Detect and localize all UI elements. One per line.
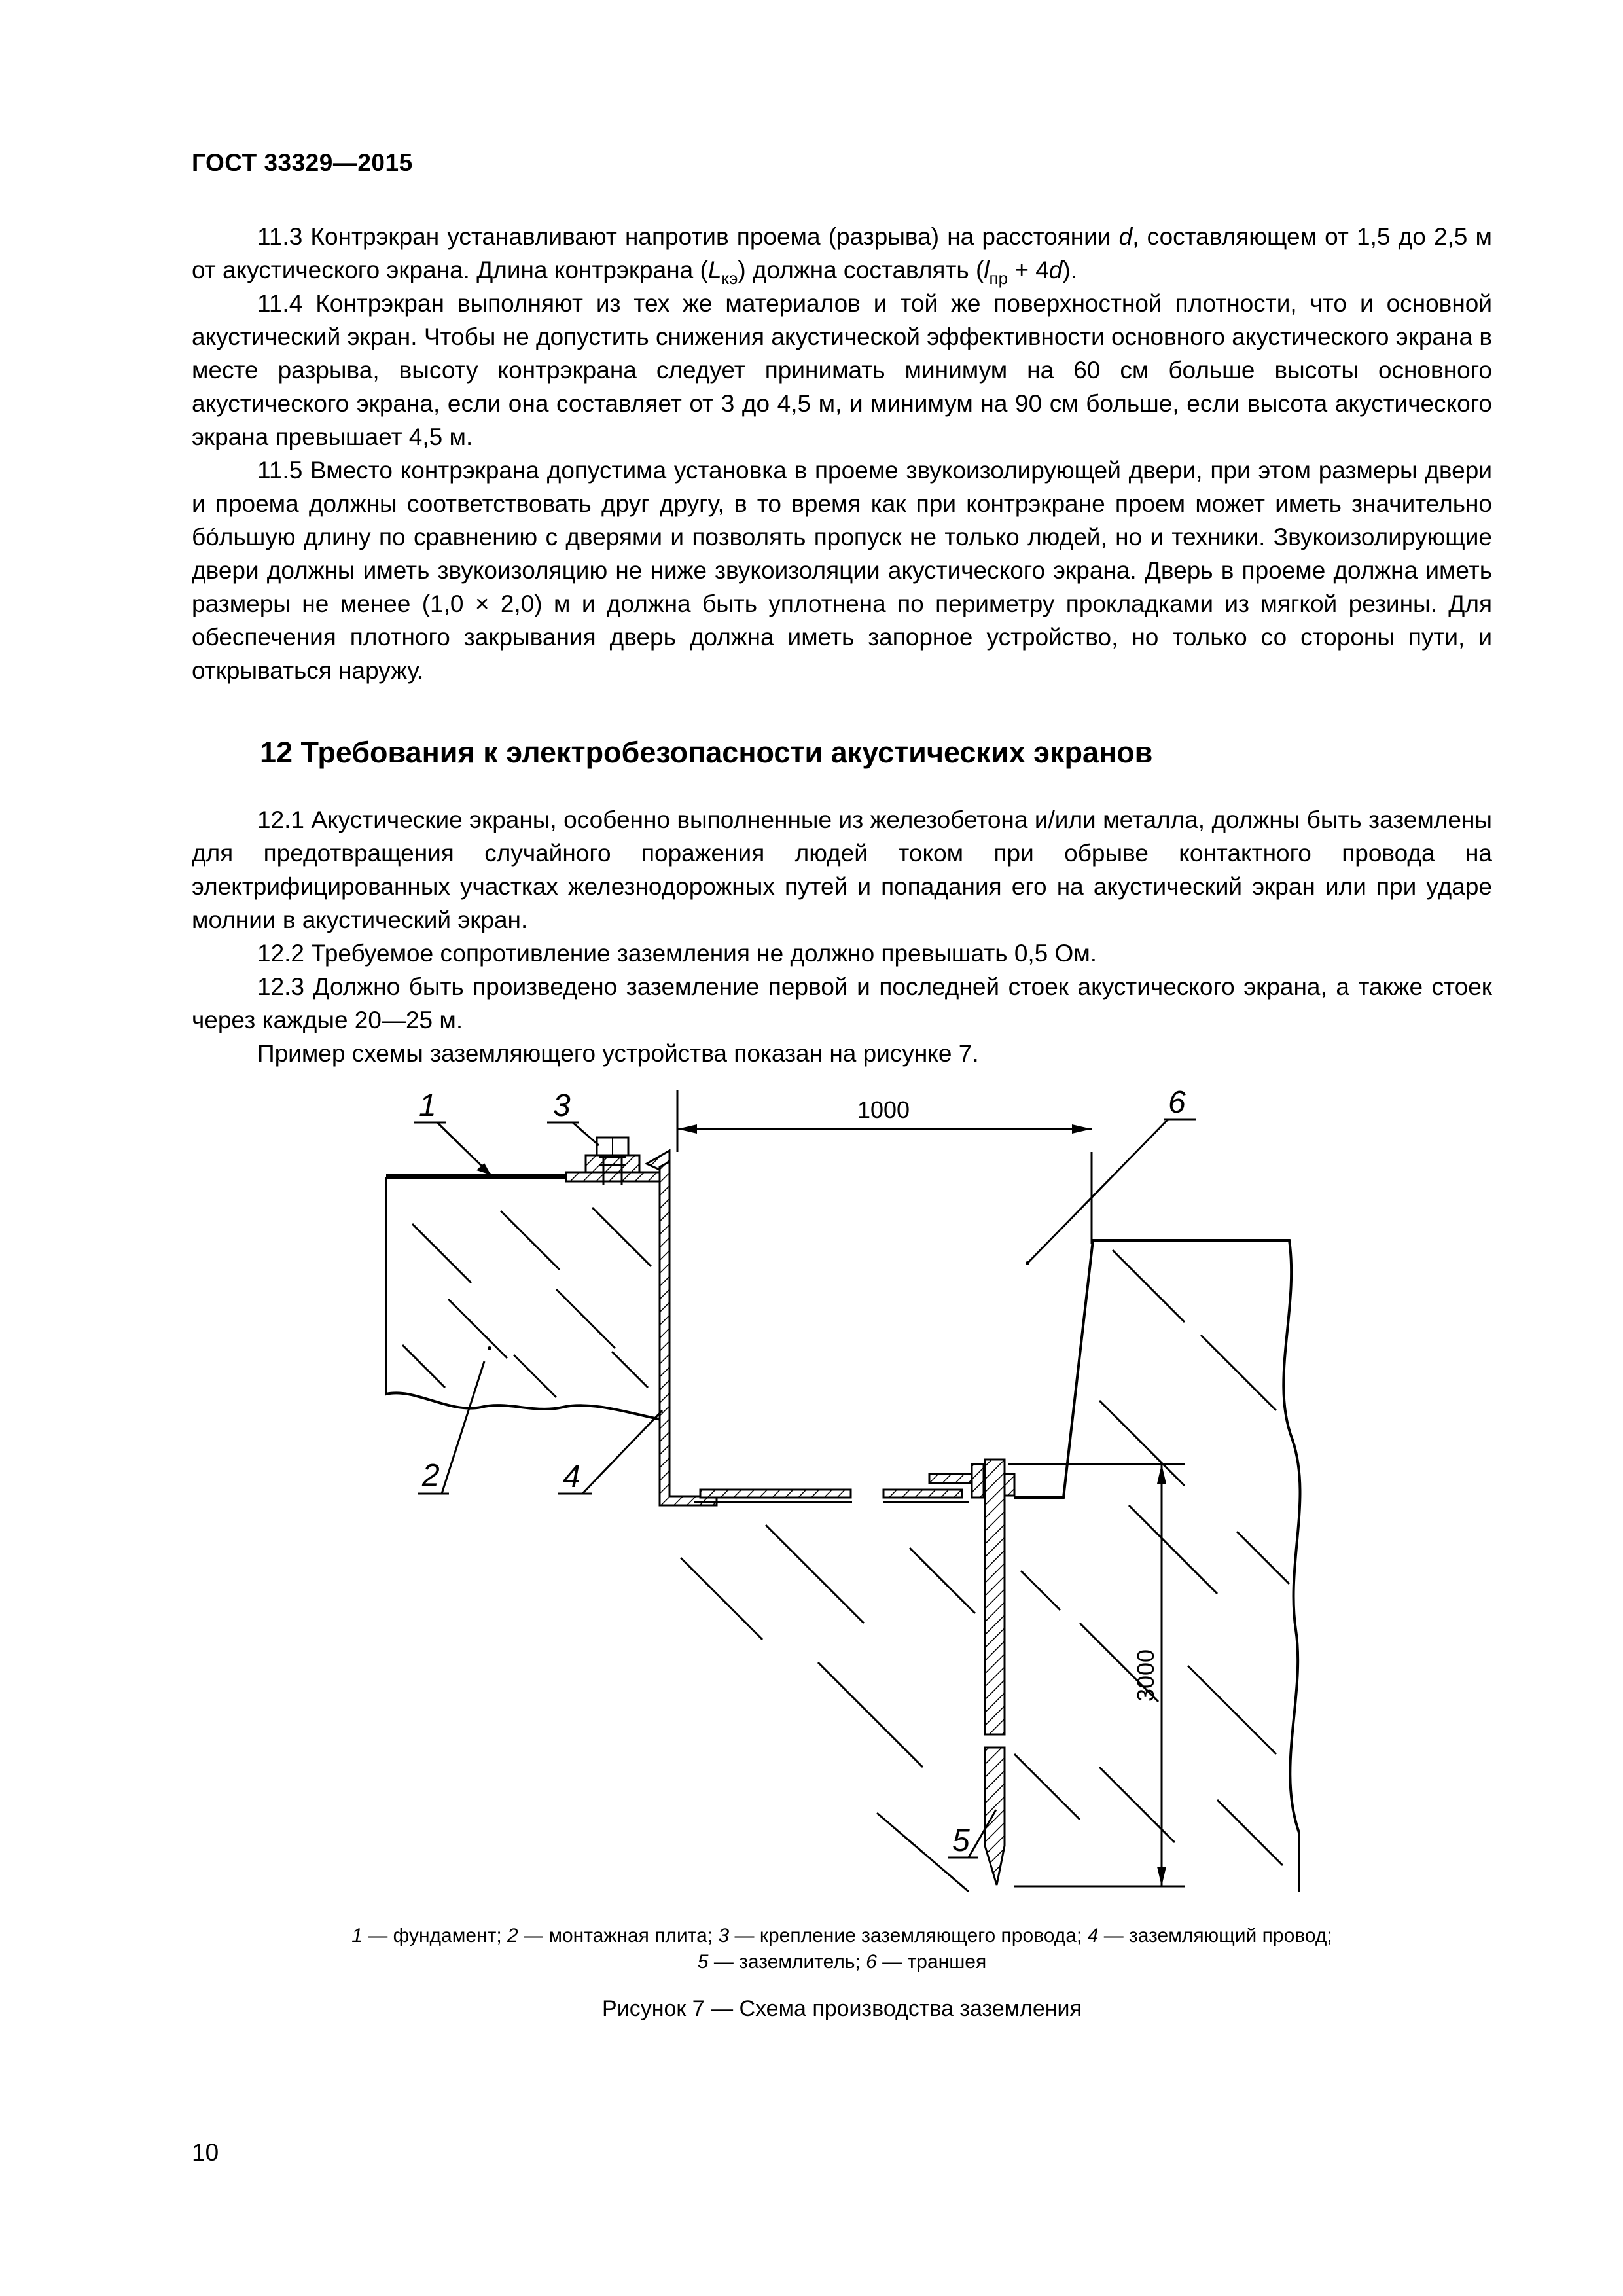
paragraph-11-3: 11.3 Контрэкран устанавливают напротив проема (разрыва) на расстоянии d, составляющем от 1,5 до 2,5 м от акустического экрана. Длина контрэкрана $(L_{кэ})$ должна составлять $(l_{пр} + 4d)$. xyxy=(192,223,1492,288)
figure-legend xyxy=(192,1923,1492,1975)
dimension-depth xyxy=(1008,1464,1185,1886)
svg-text:4: 4 xyxy=(563,1460,580,1494)
callout-3 xyxy=(547,1088,599,1145)
grounding-wire xyxy=(647,1151,1014,1505)
legend-line-2: 5 — заземлитель; 6 — траншея xyxy=(697,1951,987,1973)
paragraph-figure-reference: Пример схемы заземляющего устройства показан на рисунке 7. xyxy=(257,1040,979,1067)
page-number: 10 xyxy=(192,2139,219,2166)
paragraph-11-5: 11.5 Вместо контрэкрана допустима установка в проеме звукоизолирующей двери, при этом размеры двери и проема должны соответствовать друг другу, в то время как при контрэкране проем может иметь значительно бо́льшую длину по сравнению с дверями и позволять пропуск не только людей, но и техники. Звукоизолирующие двери должны иметь звукоизоляцию не ниже звукоизоляции акустического экрана. Дверь в проеме должна иметь размеры не менее (1,0 × 2,0) м и должна быть уплотнена по периметру прокладками из мягкой резины. Для обеспечения плотного закрывания дверь должна иметь запорное устройство, но только со стороны пути, и открываться наружу. xyxy=(192,457,1492,684)
svg-text:5: 5 xyxy=(952,1823,970,1858)
callout-2 xyxy=(418,1361,484,1494)
mounting-plate xyxy=(566,1172,661,1181)
callout-4 xyxy=(558,1410,662,1494)
svg-text:6: 6 xyxy=(1168,1085,1186,1120)
dimension-width-label: 1000 xyxy=(857,1096,910,1123)
dimension-depth-label: 3000 xyxy=(1132,1649,1159,1702)
paragraph-12-2: 12.2 Требуемое сопротивление заземления не должно превышать 0,5 Ом. xyxy=(257,940,1097,967)
svg-text:3: 3 xyxy=(553,1088,571,1123)
section-12 xyxy=(192,803,1492,1070)
document-code: ГОСТ 33329—2015 xyxy=(192,149,413,176)
callout-6 xyxy=(1027,1085,1196,1263)
svg-text:2: 2 xyxy=(422,1458,440,1493)
paragraph-12-1: 12.1 Акустические экраны, особенно выполненные из железобетона и/или металла, должны быть заземлены для предотвращения случайного поражения людей током при обрыве контактного провода на электрифицированных участках железнодорожных путей и попадания его на акустический экран или при ударе молнии в акустический экран. xyxy=(192,806,1492,933)
section-11 xyxy=(192,220,1492,687)
paragraph-11-4: 11.4 Контрэкран выполняют из тех же материалов и той же поверхностной плотности, что и основной акустический экран. Чтобы не допустить снижения акустической эффективности основного акустического экрана в месте разрыва, высоту контрэкрана следует принимать минимум на 60 см больше высоты основного акустического экрана, если она составляет от 3 до 4,5 м, и минимум на 90 см больше, если высота акустического экрана превышает 4,5 м. xyxy=(192,290,1492,450)
grounding-scheme-figure xyxy=(366,1073,1322,1898)
dimension-width xyxy=(677,1090,1092,1152)
section-12-heading: 12 Требования к электробезопасности акустических экранов xyxy=(260,736,1153,769)
paragraph-12-3: 12.3 Должно быть произведено заземление первой и последней стоек акустического экрана, а также стоек через каждые 20—25 м. xyxy=(192,973,1492,1033)
callout-1 xyxy=(414,1088,491,1175)
foundation xyxy=(386,1175,664,1420)
legend-line-1: 1 — фундамент; 2 — монтажная плита; 3 — крепление заземляющего провода; 4 — заземляющий провод; xyxy=(351,1925,1332,1946)
ground-electrode xyxy=(985,1460,1005,1885)
svg-text:1: 1 xyxy=(419,1088,437,1123)
figure-title: Рисунок 7 — Схема производства заземления xyxy=(602,1996,1082,2021)
